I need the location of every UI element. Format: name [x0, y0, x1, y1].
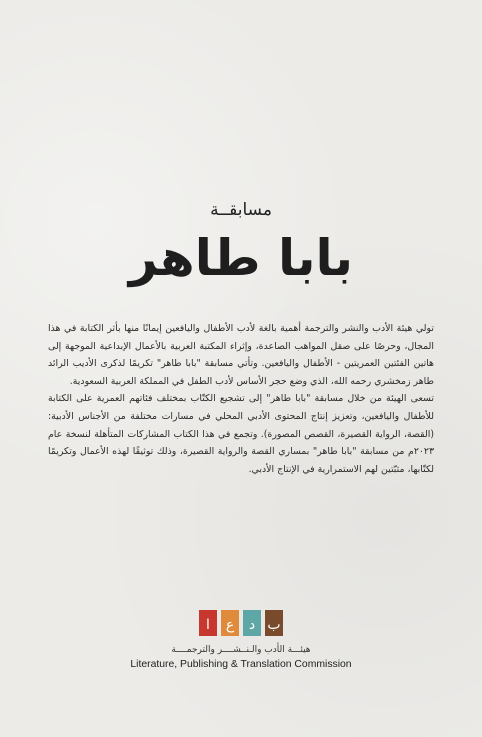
paragraph-2: تسعى الهيئة من خلال مسابقة "بابا طاهر" إلى تشجيع الكتّاب بمختلف فئاتهم العمرية على الكتابة للأطفال واليافعين، وتعزيز إنتاج المحتوى الأدبي المحلي في مسارات مختلفة من الأجناس الأدبية: (القصة، الرواية القصيرة، القصص المصورة). وتجمع في هذا الكتاب المشاركات المتأهلة لنسخة عام ٢٠٢٣م من مسابقة "بابا طاهر" بمساري القصة والرواية القصيرة، وذلك توثيقًا لهذه الأعمال وتكريمًا لكتّابها، مثبّتين لهم الاستمرارية في الإنتاج الأدبي.	[48, 393, 434, 475]
org-name-english: Literature, Publishing & Translation Commission	[130, 659, 352, 670]
logo-glyph-2: ع	[225, 617, 235, 633]
commission-logo	[199, 606, 283, 640]
paragraph-1: تولي هيئة الأدب والنشر والترجمة أهمية بالغة لأدب الأطفال واليافعين إيمانًا منها بأثر الكتابة في هذا المجال، وحرصًا على صقل المواهب الصاعدة، وإثراء المكتبة العربية بالأعمال الإبداعية الموجهة إلى هاتين الفئتين العمريتين - الأطفال واليافعين. وتأتي مسابقة "بابا طاهر" تكريمًا لذكرى الأديب الرائد طاهر زمخشري رحمه الله، الذي وضع حجر الأساس لأدب الطفل في المملكة العربية السعودية.	[48, 323, 434, 387]
introduction-text	[48, 320, 434, 478]
logo-glyph-3: د	[248, 617, 256, 633]
logo-glyph-1: ا	[206, 617, 210, 633]
competition-kicker: مسابقــة	[210, 200, 272, 220]
org-name-arabic: هيئـــة الأدب والـنــشــــر والترجمــــة	[171, 645, 311, 655]
competition-title: بابا طاهر	[128, 229, 354, 287]
logo-glyph-4: ب	[267, 617, 281, 633]
